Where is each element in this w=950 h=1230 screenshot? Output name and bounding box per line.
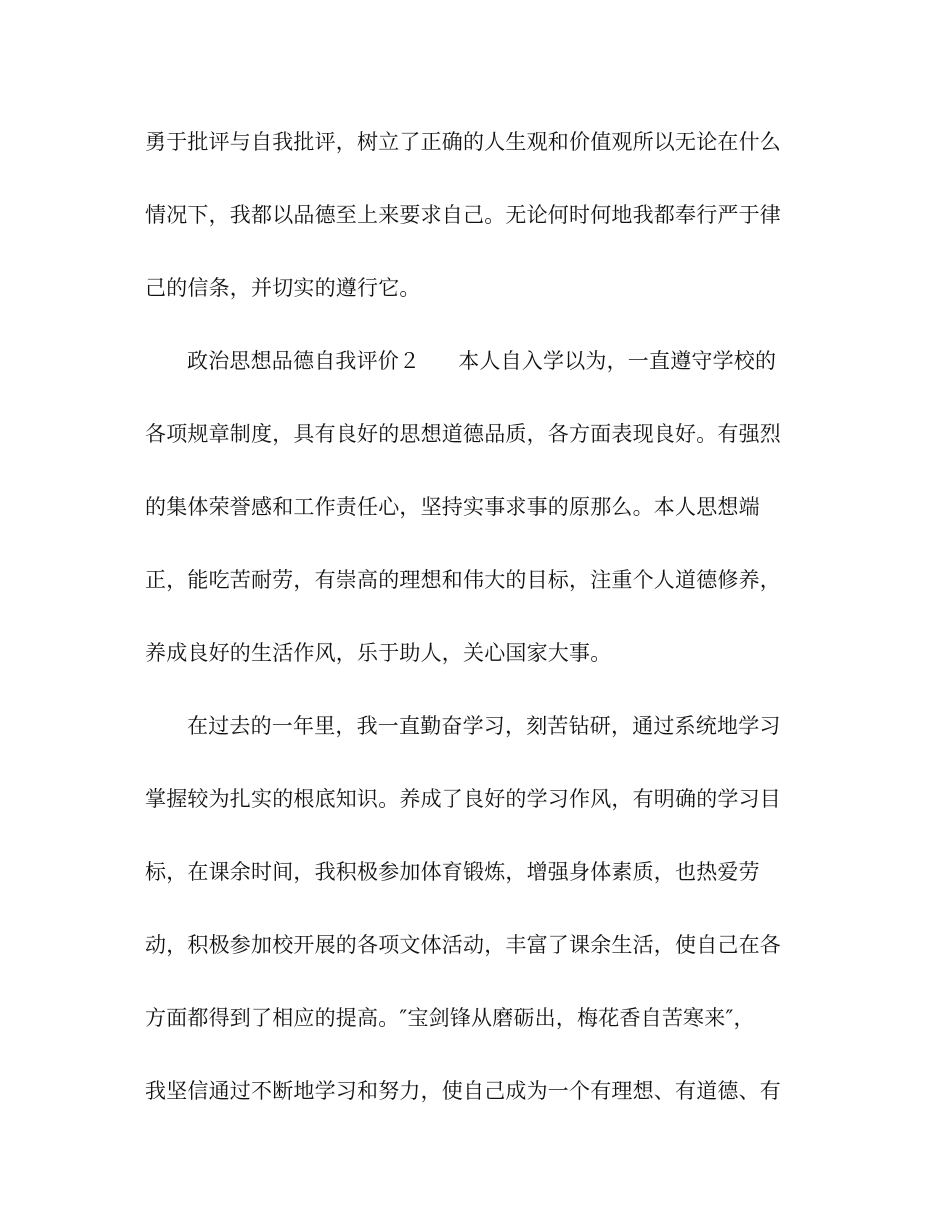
section-title: 政治思想品德自我评价２ [187,349,421,373]
paragraph-line: 标，在课余时间，我积极参加体育锻炼，增强身体素质，也热爱劳 [145,860,760,884]
paragraph-line: 情况下，我都以品德至上来要求自己。无论何时何地我都奉行严于律 [145,203,781,227]
paragraph-line: 勇于批评与自我批评，树立了正确的人生观和价值观所以无论在什么 [145,130,781,154]
section-first-sentence: 本人自入学以为，一直遵守学校的 [458,349,777,373]
paragraph-line: 己的信条，并切实的遵行它。 [145,276,421,300]
paragraph-line: 的集体荣誉感和工作责任心，坚持实事求事的原那么。本人思想端 [145,495,760,519]
paragraph-line: 正，能吃苦耐劳，有崇高的理想和伟大的目标，注重个人道德修养， [145,568,781,592]
paragraph-line: 动，积极参加校开展的各项文体活动，丰富了课余生活，使自己在各 [145,933,781,957]
paragraph-line: 掌握较为扎实的根底知识。养成了良好的学习作风，有明确的学习目 [145,787,781,811]
paragraph-line: 在过去的一年里，我一直勤奋学习，刻苦钻研，通过系统地学习 [187,714,781,738]
paragraph-line: 方面都得到了相应的提高。″宝剑锋从磨砺出，梅花香自苦寒来″， [145,1006,755,1030]
paragraph-line: 我坚信通过不断地学习和努力，使自己成为一个有理想、有道德、有 [145,1079,781,1103]
paragraph-line: 养成良好的生活作风，乐于助人，关心国家大事。 [145,641,612,665]
paragraph-line: 各项规章制度，具有良好的思想道德品质，各方面表现良好。有强烈 [145,422,781,446]
section-heading-line [187,341,847,381]
